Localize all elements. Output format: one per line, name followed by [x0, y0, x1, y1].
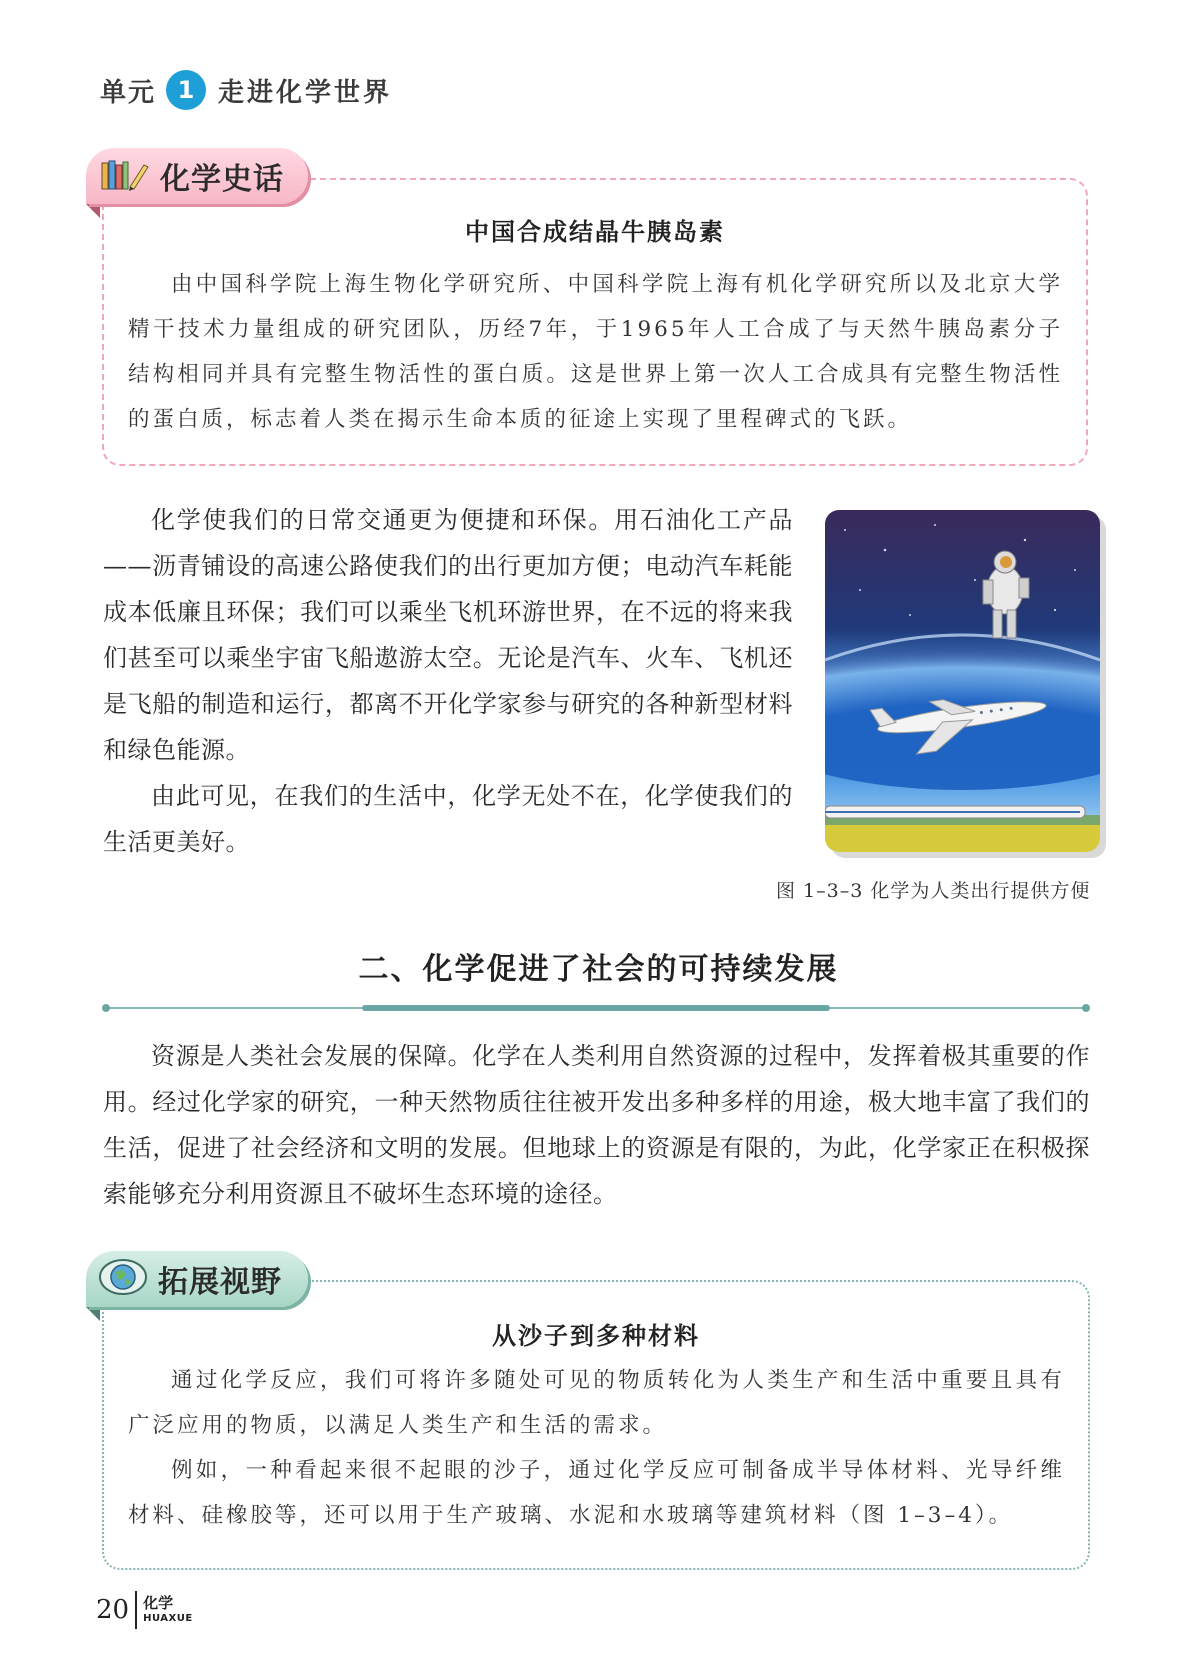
history-tab-label: 化学史话 — [160, 162, 284, 197]
figure-caption: 图 1–3–3 化学为人类出行提供方便 — [776, 880, 1091, 902]
transport-figure — [825, 510, 1100, 852]
transport-text — [103, 497, 793, 865]
history-tab-fold — [86, 204, 100, 218]
unit-title: 走进化学世界 — [218, 77, 393, 108]
books-pencil-icon — [100, 157, 150, 195]
extension-tab-label: 拓展视野 — [158, 1265, 282, 1300]
history-title: 中国合成结晶牛胰岛素 — [465, 218, 725, 246]
footer-subject-cn: 化学 — [143, 1594, 174, 1612]
extension-paragraph: 例如，一种看起来很不起眼的沙子，通过化学反应可制备成半导体材料、光导纤维材料、硅橡胶等，还可以用于生产玻璃、水泥和水玻璃等建筑材料（图 1–3–4）。 — [128, 1458, 1065, 1528]
unit-label: 单元 — [100, 77, 157, 108]
history-body — [128, 262, 1063, 442]
history-tab — [86, 148, 308, 204]
body-paragraph: 由此可见，在我们的生活中，化学无处不在，化学使我们的生活更美好。 — [103, 782, 793, 856]
section-divider — [102, 998, 1090, 1008]
footer-subject-en: HUAXUE — [143, 1613, 193, 1624]
footer-divider — [135, 1591, 137, 1629]
unit-number-badge: 1 — [166, 70, 206, 110]
extension-title: 从沙子到多种材料 — [492, 1321, 700, 1350]
footer-subject — [143, 1596, 193, 1624]
resource-text — [103, 1033, 1090, 1217]
history-paragraph: 由中国科学院上海生物化学研究所、中国科学院上海有机化学研究所以及北京大学精干技术力量组成的研究团队，历经7年，于1965年人工合成了与天然牛胰岛素分子结构相同并具有完整生物活性的蛋白质。这是世界上第一次人工合成具有完整生物活性的蛋白质，标志着人类在揭示生命本质的征途上实现了里程碑式的飞跃。 — [128, 272, 1063, 432]
extension-body — [128, 1358, 1065, 1538]
globe-icon — [98, 1257, 148, 1301]
unit-header — [100, 68, 392, 112]
section-title: 二、化学促进了社会的可持续发展 — [358, 952, 839, 987]
extension-tab-fold — [86, 1307, 100, 1321]
page-footer — [96, 1588, 193, 1632]
extension-tab — [86, 1251, 308, 1307]
body-paragraph: 资源是人类社会发展的保障。化学在人类利用自然资源的过程中，发挥着极其重要的作用。经过化学家的研究，一种天然物质往往被开发出多种多样的用途，极大地丰富了我们的生活，促进了社会经济和文明的发展。但地球上的资源是有限的，为此，化学家正在积极探索能够充分利用资源且不破坏生态环境的途径。 — [103, 1042, 1090, 1208]
page-number: 20 — [96, 1595, 130, 1625]
body-paragraph: 化学使我们的日常交通更为便捷和环保。用石油化工产品——沥青铺设的高速公路使我们的出行更加方便；电动汽车耗能成本低廉且环保；我们可以乘坐飞机环游世界，在不远的将来我们甚至可以乘坐宇宙飞船遨游太空。无论是汽车、火车、飞机还是飞船的制造和运行，都离不开化学家参与研究的各种新型材料和绿色能源。 — [103, 506, 793, 764]
extension-paragraph: 通过化学反应，我们可将许多随处可见的物质转化为人类生产和生活中重要且具有广泛应用的物质，以满足人类生产和生活的需求。 — [128, 1368, 1065, 1438]
